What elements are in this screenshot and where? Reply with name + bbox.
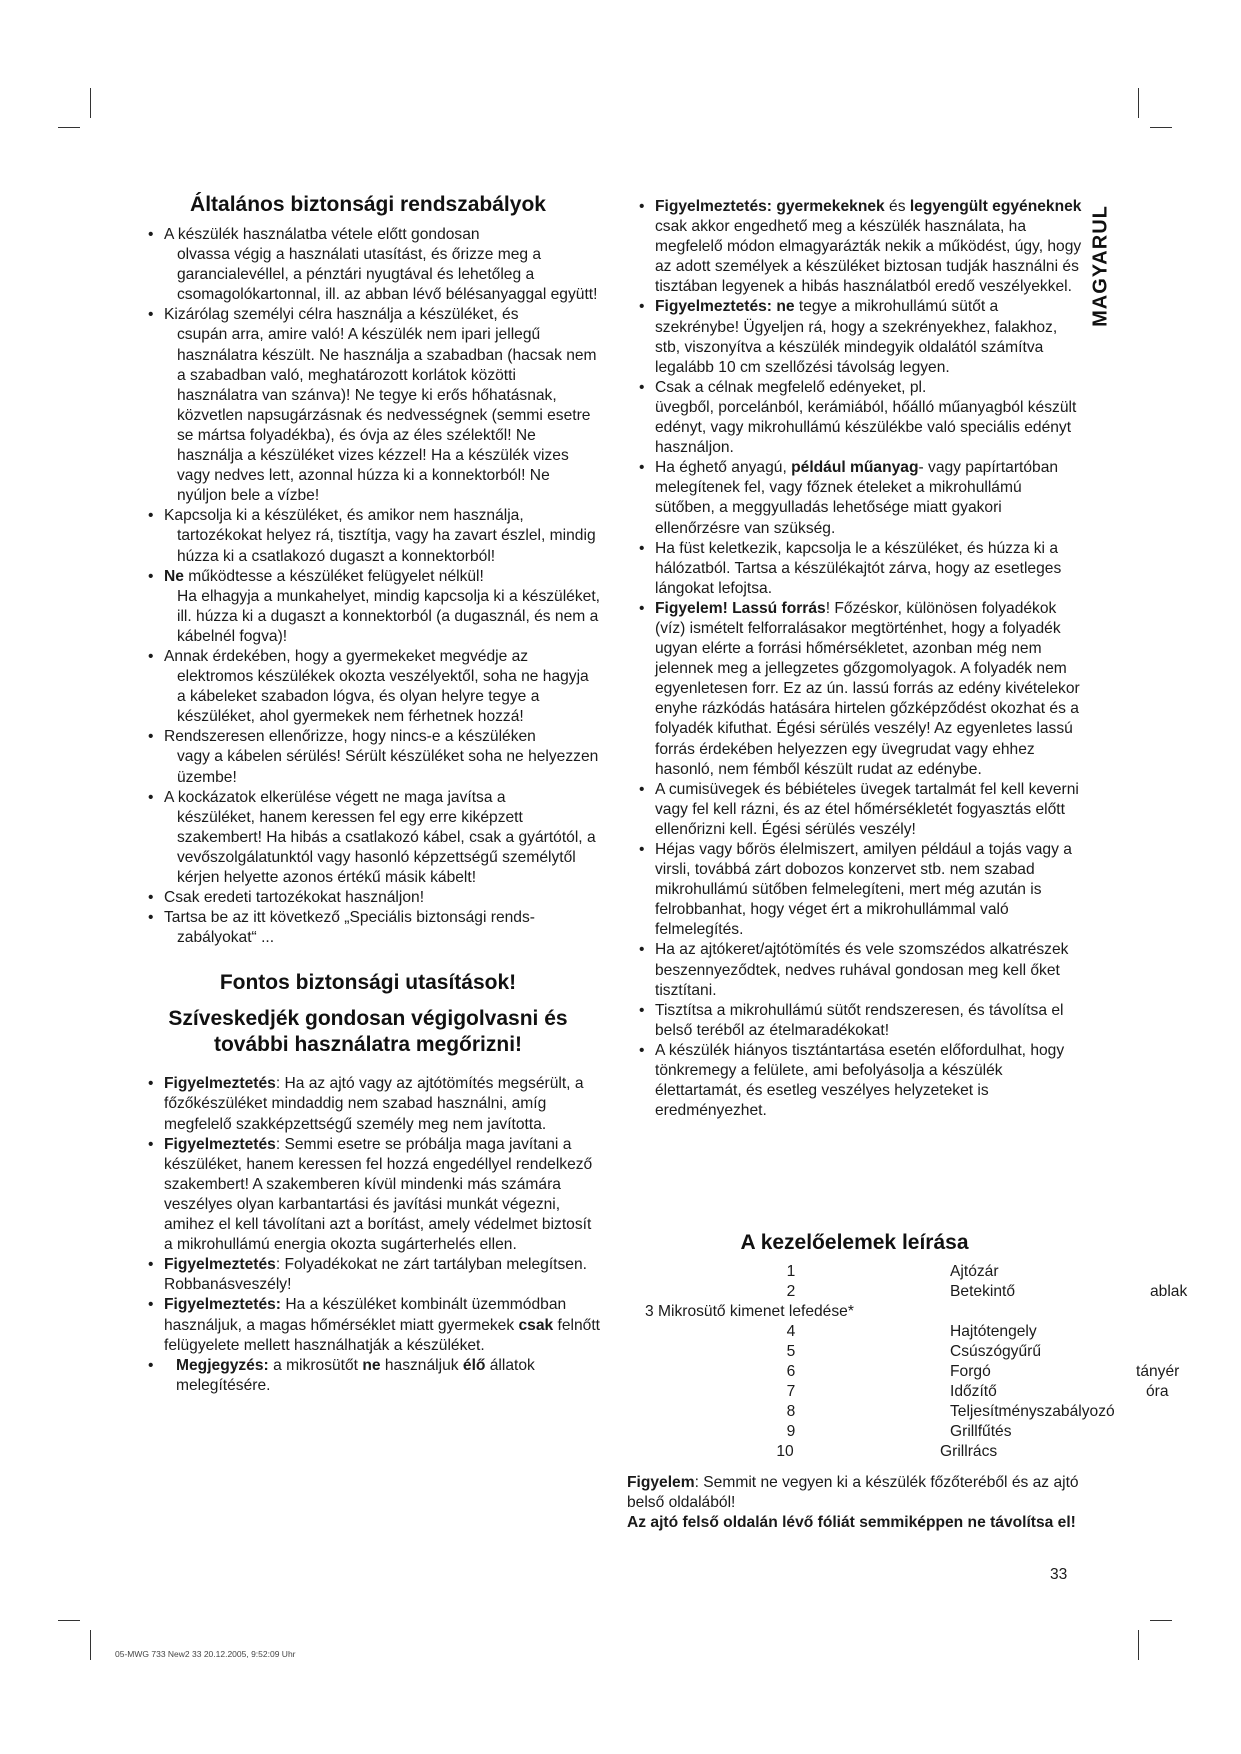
crop-mark xyxy=(1138,88,1139,118)
control-label-suffix: óra xyxy=(1146,1383,1169,1400)
control-label: Teljesítményszabályozó xyxy=(950,1403,1115,1420)
control-number: 2 xyxy=(786,1283,796,1300)
list-item: • A készülék használatba vétele előtt gondosan olvassa végig a használati utasítást, és őrizze meg a garancialevéllel, a pénztári nyugtával és lehetőleg a csomagolókartonnal, ill. az abban lévő bélésanyaggal együtt! xyxy=(136,225,600,305)
control-label: Hajtótengely xyxy=(950,1323,1037,1340)
crop-mark xyxy=(58,127,80,128)
list-item: • Tisztítsa a mikrohullámú sütőt rendszeresen, és távolítsa el belső teréből az ételmaradékokat! xyxy=(627,1001,1082,1041)
list-item: • Annak érdekében, hogy a gyermekeket megvédje az elektromos készülékek okozta veszélyektől, soha ne hagyja a kábeleket szabadon lógva, és olyan helyre tegye a készüléket, ahol gyermekek nem férhetnek hozzá! xyxy=(136,647,600,727)
general-safety-list xyxy=(136,225,600,948)
note-text: : Semmit ne vegyen ki a készülék főzőteréből és az ajtó belső oldalából! xyxy=(627,1474,1079,1511)
control-label: Grillrács xyxy=(940,1443,998,1460)
list-item: • Kizárólag személyi célra használja a készüléket, és csupán arra, amire való! A készülék nem ipari jellegű használatra készült. Ne használja a szabadban (hacsak nem a szabadban való, meghatározott korlátok közötti használatra van szánva)! Ne tegye ki erős hőhatásnak, közvetlen napsugárzásnak és nedvességnek (semmi esetre se mártsa folyadékba), és óvja az éles szélektől! Ne használja a készüléket vizes kézzel! Ha a készülék vizes vagy nedves lett, azonnal húzza ki a konnektorból! Ne nyúljon bele a vízbe! xyxy=(136,305,600,506)
control-number: 9 xyxy=(786,1423,796,1440)
list-item: • Figyelmeztetés: gyermekeknek és legyengült egyéneknek csak akkor engedhető meg a készülék használata, ha megfelelő módon elmagyarázták nekik a működést, úgy, hogy az adott személyek a készüléket biztosan tudják használni és tisztában legyenek a hibás használatból eredő veszélyekkel. xyxy=(627,197,1082,297)
section-subtitle-read-carefully: Szíveskedjék gondosan végigolvasni és további használatra megőrizni! xyxy=(168,1007,568,1057)
list-item: • Tartsa be az itt következő „Speciális biztonsági rends- zabályokat“ ... xyxy=(136,908,600,948)
page-number: 33 xyxy=(1050,1566,1068,1583)
section-title-important: Fontos biztonsági utasítások! xyxy=(219,971,517,995)
language-tab xyxy=(1086,198,1116,333)
list-item: • A cumisüvegek és bébiételes üvegek tartalmát fel kell keverni vagy fel kell rázni, és az étel hőmérsékletét fogyasztás előtt ellenőrizni kell. Égési sérülés veszély! xyxy=(627,780,1082,840)
list-item: • Kapcsolja ki a készüléket, és amikor nem használja, tartozékokat helyez rá, tisztítja, vagy ha zavart észlel, mindig húzza ki a csatlakozó dugaszt a konnektorból! xyxy=(136,506,600,566)
right-column xyxy=(627,197,1082,1121)
control-label: Forgó xyxy=(950,1363,991,1380)
note-label: Figyelem xyxy=(627,1474,695,1491)
section-title-general-safety: Általános biztonsági rendszabályok xyxy=(190,193,546,216)
list-item: • Figyelmeztetés: Ha a készüléket kombinált üzemmódban használjuk, a magas hőmérséklet miatt gyermekek csak felnőtt felügyelete mellett használhatják a készüléket. xyxy=(136,1295,600,1355)
list-item: • Figyelmeztetés: Folyadékokat ne zárt tartályban melegítsen. Robbanásveszély! xyxy=(136,1255,600,1295)
control-label: Időzítő xyxy=(950,1383,997,1400)
list-item: • Ha az ajtókeret/ajtótömítés és vele szomszédos alkatrészek beszennyeződtek, nedves ruhával gondosan meg kell őket tisztítani. xyxy=(627,940,1082,1000)
crop-mark xyxy=(1150,1620,1172,1621)
list-item: • Rendszeresen ellenőrizze, hogy nincs-e a készüléken vagy a kábelen sérülés! Sérült készüléket soha ne helyezzen üzembe! xyxy=(136,727,600,787)
list-item: • Héjas vagy bőrös élelmiszert, amilyen például a tojás vagy a virsli, továbbá zárt dobozos konzervet stb. nem szabad mikrohullámú sütőben felmelegíteni, mert még azután is felrobbanhat, hogy véget ért a mikrohullámmal való felmelegítés. xyxy=(627,840,1082,940)
list-item: • A készülék hiányos tisztántartása esetén előfordulhat, hogy tönkremegy a felülete, ami befolyásolja a készülék élettartamát, és esetleg veszélyes helyzeteket is eredményezhet. xyxy=(627,1041,1082,1121)
left-column xyxy=(136,192,600,1396)
control-number: 10 xyxy=(776,1443,794,1460)
list-item: • Megjegyzés: a mikrosütőt ne használjuk élő állatok melegítésére. xyxy=(136,1356,600,1396)
warning-list xyxy=(136,1074,600,1396)
control-label: Ajtózár xyxy=(950,1263,999,1280)
list-item: • Figyelem! Lassú forrás! Főzéskor, különösen folyadékok (víz) ismételt felforralásakor megtörténhet, hogy a folyadék ugyan elérte a forrási hőmérsékletet, azonban még nem jelennek meg a jellegzetes gőzgomolyagok. A folyadék nem egyenletesen forr. Ez az ún. lassú forrás az edény kivételekor enyhe rázkódás hatására hirtelen gőzképződést okozhat és a folyadék kifuthat. Égési sérülés veszély! Az egyenletes lassú forrás érdekében helyezzen egy üvegrudat vagy ehhez hasonló, nem fémből készült rudat az edénybe. xyxy=(627,599,1082,780)
print-footer: 05-MWG 733 New2 33 20.12.2005, 9:52:09 Uhr xyxy=(115,1649,296,1659)
control-label-suffix: ablak xyxy=(1150,1283,1188,1300)
list-item: • Figyelmeztetés: Semmi esetre se próbálja maga javítani a készüléket, hanem keressen fel hozzá engedéllyel rendelkező szakembert! A szakemberen kívül mindenki más számára veszélyes olyan karbantartási és javítási munkát végezni, amihez el kell távolítani azt a borítást, amely védelmet biztosít a mikrohullámú energia okozta sugárterhelés ellen. xyxy=(136,1135,600,1256)
control-label: Grillfűtés xyxy=(950,1423,1012,1440)
note-block xyxy=(627,1473,1082,1533)
control-number: 1 xyxy=(786,1263,796,1280)
control-number: 7 xyxy=(786,1383,796,1400)
list-item: • Ha füst keletkezik, kapcsolja le a készüléket, és húzza ki a hálózatból. Tartsa a készülékajtót zárva, hogy az esetleges lángokat lefojtsa. xyxy=(627,539,1082,599)
crop-mark xyxy=(1150,127,1172,128)
control-label: 3 Mikrosütő kimenet lefedése* xyxy=(645,1303,854,1320)
list-item: • Ha éghető anyagú, például műanyag- vagy papírtartóban melegítenek fel, vagy főznek ételeket a mikrohullámú sütőben, a meggyulladás lehetősége miatt gyakori ellenőrzésre van szükség. xyxy=(627,458,1082,538)
list-item: • Figyelmeztetés: Ha az ajtó vagy az ajtótömítés megsérült, a főzőkészüléket mindaddig nem szabad használni, amíg megfelelő szakképzettségű személy meg nem javította. xyxy=(136,1074,600,1134)
control-number: 4 xyxy=(786,1323,796,1340)
list-item: • Csak a célnak megfelelő edényeket, pl. üvegből, porcelánból, kerámiából, hőálló műanyagból készült edényt, vagy mikrohullámú készülékbe való speciális edényt használjon. xyxy=(627,378,1082,458)
control-number: 6 xyxy=(786,1363,796,1380)
control-label-suffix: tányér xyxy=(1136,1363,1180,1380)
crop-mark xyxy=(58,1620,80,1621)
safety-list-continued xyxy=(627,197,1082,1121)
list-item: • Figyelmeztetés: ne tegye a mikrohullámú sütőt a szekrénybe! Ügyeljen rá, hogy a szekrényekhez, falakhoz, stb, viszonyítva a készülék mindegyik oldalától számítva legalább 10 cm szellőzési távolság legyen. xyxy=(627,297,1082,377)
list-item: • Ne működtesse a készüléket felügyelet nélkül! Ha elhagyja a munkahelyet, mindig kapcsolja ki a készüléket, ill. húzza ki a dugaszt a konnektorból (a dugasznál, és nem a kábelnél fogva)! xyxy=(136,567,600,647)
crop-mark xyxy=(1138,1630,1139,1660)
control-label: Csúszógyűrű xyxy=(950,1343,1042,1360)
note-emphasis: Az ajtó felső oldalán lévő fóliát semmiképpen ne távolítsa el! xyxy=(627,1514,1076,1531)
control-number: 8 xyxy=(786,1403,796,1420)
crop-mark xyxy=(90,1630,91,1660)
language-tab-label: MAGYARUL xyxy=(1089,204,1112,327)
section-title-controls: A kezelőelemek leírása xyxy=(740,1231,969,1254)
list-item: • A kockázatok elkerülése végett ne maga javítsa a készüléket, hanem keressen fel egy erre kiképzett szakembert! Ha hibás a csatlakozó kábel, csak a gyártótól, a vevőszolgálatunktól vagy hasonló képzettségű személytől kérjen helyette azonos értékű másik kábelt! xyxy=(136,788,600,888)
list-item: • Csak eredeti tartozékokat használjon! xyxy=(136,888,600,908)
control-label: Betekintő xyxy=(950,1283,1016,1300)
crop-mark xyxy=(90,88,91,118)
control-number: 5 xyxy=(786,1343,796,1360)
